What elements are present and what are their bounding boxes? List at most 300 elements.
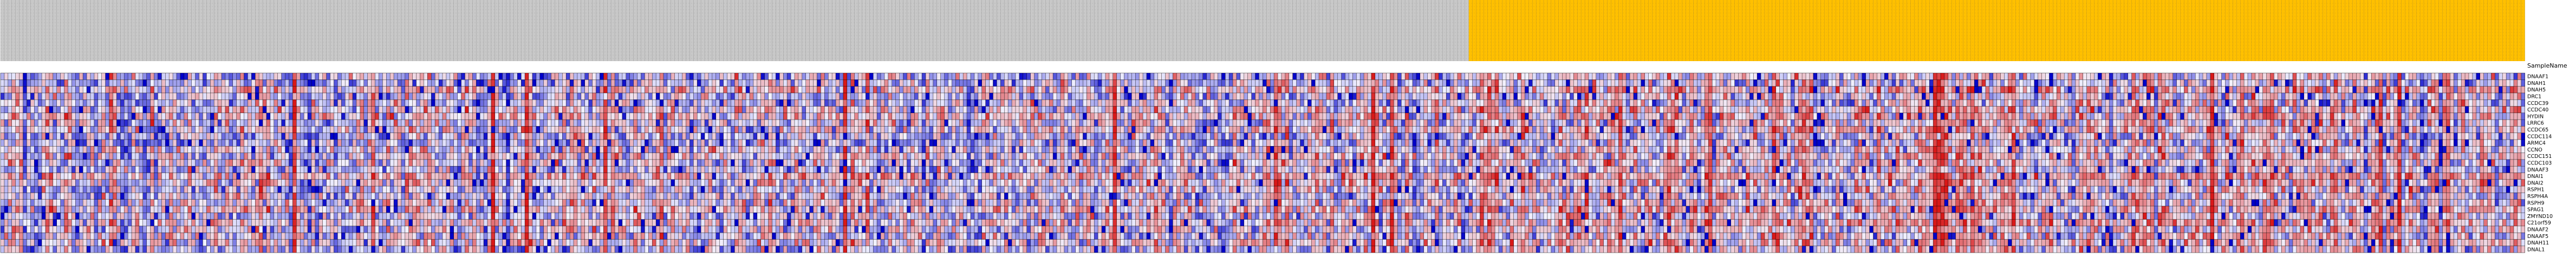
- heatmap-cell: [1454, 87, 1458, 93]
- heatmap-cell: [16, 93, 19, 100]
- heatmap-cell: [2031, 93, 2034, 100]
- heatmap-cell: [521, 93, 525, 100]
- heatmap-cell: [832, 87, 836, 93]
- heatmap-cell: [1057, 73, 1061, 80]
- heatmap-cell: [1851, 87, 1855, 93]
- heatmap-cell: [1379, 93, 1383, 100]
- heatmap-cell: [364, 107, 368, 113]
- heatmap-cell: [731, 113, 734, 120]
- heatmap-cell: [1817, 100, 1821, 106]
- heatmap-cell: [937, 80, 941, 86]
- heatmap-cell: [1821, 93, 1825, 100]
- heatmap-cell: [237, 100, 240, 106]
- heatmap-cell: [589, 107, 593, 113]
- heatmap-cell: [1473, 100, 1476, 106]
- heatmap-cell: [1442, 93, 1446, 100]
- heatmap-cell: [2420, 80, 2424, 86]
- heatmap-cell: [180, 113, 184, 120]
- heatmap-cell: [1064, 107, 1068, 113]
- heatmap-cell: [1188, 87, 1192, 93]
- heatmap-cell: [1487, 73, 1491, 80]
- heatmap-cell: [2386, 80, 2390, 86]
- heatmap-cell: [1240, 73, 1244, 80]
- heatmap-cell: [1166, 87, 1169, 93]
- heatmap-cell: [405, 107, 409, 113]
- heatmap-cell: [1806, 87, 1810, 93]
- heatmap-cell: [903, 107, 907, 113]
- heatmap-cell: [1970, 80, 1974, 86]
- heatmap-cell: [2405, 80, 2409, 86]
- heatmap-cell: [1278, 87, 1282, 93]
- heatmap-cell: [1293, 73, 1297, 80]
- heatmap-cell: [1192, 87, 1195, 93]
- heatmap-cell: [540, 100, 544, 106]
- heatmap-cell: [259, 93, 263, 100]
- heatmap-cell: [192, 93, 196, 100]
- heatmap-cell: [1825, 73, 1829, 80]
- heatmap-cell: [401, 87, 405, 93]
- heatmap-cell: [1817, 73, 1821, 80]
- heatmap-cell: [2323, 93, 2326, 100]
- heatmap-cell: [648, 87, 652, 93]
- heatmap-cell: [686, 73, 689, 80]
- heatmap-cell: [1282, 73, 1285, 80]
- heatmap-cell: [757, 87, 761, 93]
- heatmap-cell: [1094, 93, 1098, 100]
- heatmap-cell: [2191, 87, 2195, 93]
- heatmap-cell: [993, 73, 997, 80]
- heatmap-cell: [2431, 80, 2435, 86]
- heatmap-cell: [2435, 93, 2439, 100]
- heatmap-cell: [188, 87, 192, 93]
- heatmap-cell: [120, 73, 124, 80]
- heatmap-cell: [1918, 73, 1922, 80]
- heatmap-cell: [506, 73, 510, 80]
- heatmap-cell: [1974, 87, 1978, 93]
- heatmap-cell: [1304, 73, 1307, 80]
- heatmap-cell: [746, 80, 750, 86]
- heatmap-cell: [1892, 73, 1896, 80]
- heatmap-cell: [540, 87, 544, 93]
- heatmap-cell: [2177, 107, 2181, 113]
- heatmap-cell: [2079, 107, 2083, 113]
- heatmap-cell: [1918, 100, 1922, 106]
- heatmap-cell: [71, 80, 75, 86]
- heatmap-cell: [1428, 107, 1432, 113]
- heatmap-cell: [2050, 73, 2053, 80]
- heatmap-cell: [1551, 80, 1555, 86]
- heatmap-cell: [1057, 100, 1061, 106]
- heatmap-cell: [558, 107, 562, 113]
- heatmap-cell: [510, 107, 513, 113]
- heatmap-cell: [1000, 93, 1004, 100]
- heatmap-cell: [2154, 80, 2158, 86]
- heatmap-cell: [266, 87, 270, 93]
- heatmap-cell: [910, 107, 914, 113]
- heatmap-cell: [409, 93, 413, 100]
- heatmap-cell: [1866, 107, 1870, 113]
- heatmap-cell: [345, 100, 349, 106]
- heatmap-cell: [409, 73, 413, 80]
- heatmap-cell: [2195, 80, 2199, 86]
- heatmap-cell: [2263, 107, 2267, 113]
- heatmap-cell: [1705, 100, 1708, 106]
- heatmap-cell: [656, 87, 660, 93]
- heatmap-cell: [693, 73, 697, 80]
- heatmap-cell: [1413, 100, 1416, 106]
- heatmap-cell: [233, 80, 237, 86]
- heatmap-cell: [1787, 107, 1791, 113]
- heatmap-cell: [102, 107, 106, 113]
- heatmap-cell: [1256, 87, 1259, 93]
- heatmap-cell: [1240, 100, 1244, 106]
- heatmap-cell: [23, 107, 27, 113]
- heatmap-cell: [2338, 87, 2341, 93]
- heatmap-cell: [2236, 107, 2240, 113]
- heatmap-cell: [1937, 80, 1941, 86]
- heatmap-cell: [147, 107, 151, 113]
- heatmap-cell: [742, 73, 746, 80]
- heatmap-cell: [405, 100, 409, 106]
- heatmap-cell: [1117, 100, 1121, 106]
- heatmap-cell: [2312, 93, 2315, 100]
- heatmap-cell: [1143, 80, 1147, 86]
- heatmap-cell: [12, 73, 16, 80]
- heatmap-cell: [611, 80, 615, 86]
- heatmap-cell: [323, 100, 327, 106]
- heatmap-cell: [884, 113, 888, 120]
- heatmap-cell: [933, 80, 937, 86]
- heatmap-cell: [2136, 100, 2139, 106]
- heatmap-cell: [1000, 87, 1004, 93]
- heatmap-cell: [1881, 93, 1884, 100]
- heatmap-cell: [1424, 107, 1428, 113]
- heatmap-cell: [120, 100, 124, 106]
- heatmap-cell: [1379, 80, 1383, 86]
- heatmap-cell: [1192, 100, 1195, 106]
- heatmap-cell: [1896, 107, 1900, 113]
- heatmap-cell: [2267, 73, 2271, 80]
- heatmap-cell: [491, 100, 495, 106]
- heatmap-cell: [30, 87, 34, 93]
- heatmap-cell: [2124, 87, 2128, 93]
- heatmap-cell: [289, 80, 292, 86]
- heatmap-cell: [2304, 93, 2308, 100]
- heatmap-cell: [1615, 100, 1618, 106]
- heatmap-cell: [1409, 73, 1413, 80]
- heatmap-cell: [742, 93, 746, 100]
- heatmap-cell: [667, 100, 671, 106]
- heatmap-cell: [1405, 100, 1409, 106]
- heatmap-cell: [353, 87, 356, 93]
- heatmap-cell: [724, 93, 727, 100]
- heatmap-cell: [1765, 73, 1768, 80]
- heatmap-cell: [2226, 93, 2229, 100]
- heatmap-cell: [817, 107, 821, 113]
- heatmap-cell: [1342, 100, 1345, 106]
- heatmap-cell: [626, 87, 630, 93]
- heatmap-cell: [2499, 100, 2502, 106]
- heatmap-cell: [139, 93, 143, 100]
- heatmap-cell: [386, 80, 390, 86]
- heatmap-cell: [2060, 100, 2064, 106]
- heatmap-cell: [689, 93, 693, 100]
- heatmap-cell: [2091, 80, 2094, 86]
- heatmap-cell: [1319, 100, 1323, 106]
- heatmap-cell: [1768, 93, 1772, 100]
- heatmap-cell: [634, 107, 638, 113]
- heatmap-cell: [1004, 107, 1008, 113]
- heatmap-cell: [2165, 80, 2169, 86]
- heatmap-cell: [2465, 107, 2469, 113]
- heatmap-cell: [2207, 80, 2210, 86]
- heatmap-cell: [900, 113, 903, 120]
- heatmap-cell: [548, 93, 551, 100]
- heatmap-cell: [2244, 93, 2248, 100]
- heatmap-cell: [896, 80, 900, 86]
- heatmap-cell: [225, 73, 229, 80]
- heatmap-cell: [1566, 107, 1570, 113]
- heatmap-cell: [1708, 80, 1712, 86]
- heatmap-cell: [1974, 93, 1978, 100]
- heatmap-cell: [1772, 80, 1776, 86]
- heatmap-cell: [2428, 93, 2431, 100]
- heatmap-cell: [330, 100, 334, 106]
- heatmap-cell: [1053, 100, 1057, 106]
- heatmap-cell: [558, 80, 562, 86]
- heatmap-cell: [2015, 107, 2019, 113]
- heatmap-cell: [1641, 93, 1645, 100]
- heatmap-cell: [1019, 87, 1023, 93]
- heatmap-cell: [1061, 93, 1064, 100]
- heatmap-cell: [1536, 87, 1540, 93]
- heatmap-cell: [1289, 100, 1293, 106]
- heatmap-cell: [1319, 87, 1323, 93]
- heatmap-cell: [2207, 87, 2210, 93]
- heatmap-cell: [2454, 93, 2457, 100]
- heatmap-cell: [1008, 73, 1012, 80]
- heatmap-cell: [1506, 80, 1510, 86]
- heatmap-cell: [1532, 93, 1536, 100]
- heatmap-cell: [1143, 100, 1147, 106]
- heatmap-cell: [334, 73, 337, 80]
- heatmap-cell: [23, 87, 27, 93]
- heatmap-cell: [1461, 87, 1465, 93]
- heatmap-cell: [1356, 73, 1360, 80]
- heatmap-cell: [1004, 100, 1008, 106]
- heatmap-cell: [548, 100, 551, 106]
- heatmap-cell: [1851, 107, 1855, 113]
- heatmap-cell: [1896, 100, 1900, 106]
- heatmap-cell: [364, 93, 368, 100]
- heatmap-cell: [619, 93, 622, 100]
- heatmap-cell: [334, 100, 337, 106]
- heatmap-cell: [532, 87, 536, 93]
- heatmap-cell: [282, 107, 285, 113]
- heatmap-cell: [810, 87, 814, 93]
- heatmap-cell: [903, 73, 907, 80]
- heatmap-cell: [1866, 80, 1870, 86]
- heatmap-cell: [896, 87, 900, 93]
- heatmap-cell: [851, 80, 855, 86]
- heatmap-cell: [1926, 73, 1929, 80]
- heatmap-cell: [2334, 87, 2338, 93]
- heatmap-cell: [382, 80, 386, 86]
- heatmap-cell: [1315, 100, 1319, 106]
- heatmap-cell: [2255, 73, 2259, 80]
- heatmap-cell: [1139, 93, 1143, 100]
- heatmap-cell: [2259, 100, 2263, 106]
- heatmap-cell: [926, 73, 929, 80]
- heatmap-cell: [1064, 100, 1068, 106]
- heatmap-cell: [2394, 93, 2398, 100]
- heatmap-cell: [603, 73, 607, 80]
- heatmap-cell: [1499, 73, 1502, 80]
- heatmap-cell: [821, 93, 824, 100]
- heatmap-cell: [619, 107, 622, 113]
- heatmap-cell: [1933, 93, 1937, 100]
- heatmap-cell: [1884, 73, 1888, 80]
- heatmap-cell: [1933, 100, 1937, 106]
- heatmap-cell: [525, 73, 529, 80]
- heatmap-cell: [536, 113, 540, 120]
- heatmap-cell: [154, 100, 158, 106]
- heatmap-cell: [2226, 73, 2229, 80]
- heatmap-cell: [349, 87, 353, 93]
- heatmap-cell: [742, 107, 746, 113]
- heatmap-cell: [1821, 87, 1825, 93]
- heatmap-cell: [1547, 100, 1551, 106]
- heatmap-cell: [2457, 100, 2461, 106]
- heatmap-cell: [2218, 100, 2222, 106]
- heatmap-cell: [1723, 93, 1727, 100]
- heatmap-cell: [424, 107, 427, 113]
- heatmap-cell: [1019, 107, 1023, 113]
- heatmap-cell: [1967, 93, 1970, 100]
- heatmap-cell: [990, 107, 993, 113]
- heatmap-cell: [8, 100, 12, 106]
- heatmap-cell: [2210, 107, 2214, 113]
- heatmap-cell: [596, 80, 600, 86]
- heatmap-cell: [345, 73, 349, 80]
- heatmap-cell: [1663, 107, 1667, 113]
- heatmap-cell: [308, 100, 311, 106]
- heatmap-cell: [2229, 93, 2233, 100]
- heatmap-cell: [23, 100, 27, 106]
- heatmap-cell: [638, 100, 641, 106]
- heatmap-cell: [750, 113, 753, 120]
- heatmap-cell: [817, 87, 821, 93]
- heatmap-cell: [892, 113, 896, 120]
- heatmap-cell: [458, 87, 461, 93]
- heatmap-cell: [660, 100, 663, 106]
- heatmap-cell: [173, 87, 177, 93]
- heatmap-cell: [1090, 93, 1094, 100]
- heatmap-cell: [1061, 80, 1064, 86]
- heatmap-cell: [2480, 73, 2484, 80]
- heatmap-cell: [769, 100, 772, 106]
- heatmap-cell: [2469, 100, 2473, 106]
- heatmap-cell: [2379, 100, 2383, 106]
- heatmap-cell: [836, 80, 840, 86]
- heatmap-cell: [1829, 107, 1832, 113]
- heatmap-cell: [2270, 107, 2274, 113]
- heatmap-cell: [1874, 93, 1877, 100]
- heatmap-cell: [240, 100, 244, 106]
- heatmap-cell: [1757, 80, 1761, 86]
- heatmap-cell: [1480, 87, 1484, 93]
- heatmap-cell: [1473, 73, 1476, 80]
- heatmap-cell: [1630, 107, 1634, 113]
- heatmap-cell: [372, 93, 375, 100]
- heatmap-cell: [769, 73, 772, 80]
- heatmap-cell: [495, 113, 499, 120]
- heatmap-cell: [443, 73, 446, 80]
- heatmap-cell: [2281, 93, 2285, 100]
- heatmap-cell: [720, 73, 724, 80]
- heatmap-cell: [1855, 100, 1858, 106]
- heatmap-cell: [873, 87, 877, 93]
- heatmap-cell: [1135, 93, 1139, 100]
- heatmap-cell: [840, 73, 843, 80]
- heatmap-cell: [128, 87, 132, 93]
- heatmap-cell: [1817, 87, 1821, 93]
- heatmap-cell: [836, 87, 840, 93]
- heatmap-cell: [68, 100, 71, 106]
- heatmap-cell: [1342, 87, 1345, 93]
- heatmap-cell: [319, 107, 323, 113]
- heatmap-cell: [772, 87, 776, 93]
- heatmap-cell: [847, 73, 851, 80]
- heatmap-cell: [2252, 73, 2255, 80]
- heatmap-cell: [1458, 87, 1461, 93]
- heatmap-cell: [2521, 80, 2525, 86]
- heatmap-cell: [734, 80, 738, 86]
- heatmap-cell: [982, 93, 986, 100]
- heatmap-cell: [1536, 73, 1540, 80]
- heatmap-cell: [974, 93, 978, 100]
- heatmap-cell: [8, 87, 12, 93]
- heatmap-cell: [712, 80, 716, 86]
- heatmap-cell: [1686, 93, 1690, 100]
- heatmap-cell: [941, 93, 945, 100]
- heatmap-cell: [251, 80, 255, 86]
- heatmap-cell: [1387, 73, 1390, 80]
- heatmap-cell: [2195, 87, 2199, 93]
- heatmap-cell: [1207, 93, 1211, 100]
- heatmap-cell: [971, 80, 974, 86]
- heatmap-cell: [1105, 107, 1109, 113]
- heatmap-cell: [881, 73, 884, 80]
- heatmap-cell: [1735, 87, 1739, 93]
- heatmap-cell: [2364, 107, 2367, 113]
- heatmap-cell: [910, 100, 914, 106]
- heatmap-cell: [1368, 87, 1371, 93]
- heatmap-cell: [574, 100, 577, 106]
- heatmap-cell: [671, 80, 675, 86]
- heatmap-cell: [660, 93, 663, 100]
- heatmap-cell: [869, 93, 873, 100]
- heatmap-cell: [877, 107, 881, 113]
- heatmap-cell: [660, 107, 663, 113]
- heatmap-cell: [2364, 100, 2367, 106]
- heatmap-cell: [611, 73, 615, 80]
- heatmap-cell: [2128, 107, 2132, 113]
- heatmap-cell: [1012, 107, 1016, 113]
- heatmap-cell: [1023, 107, 1027, 113]
- heatmap-cell: [2495, 93, 2499, 100]
- heatmap-cell: [1656, 87, 1660, 93]
